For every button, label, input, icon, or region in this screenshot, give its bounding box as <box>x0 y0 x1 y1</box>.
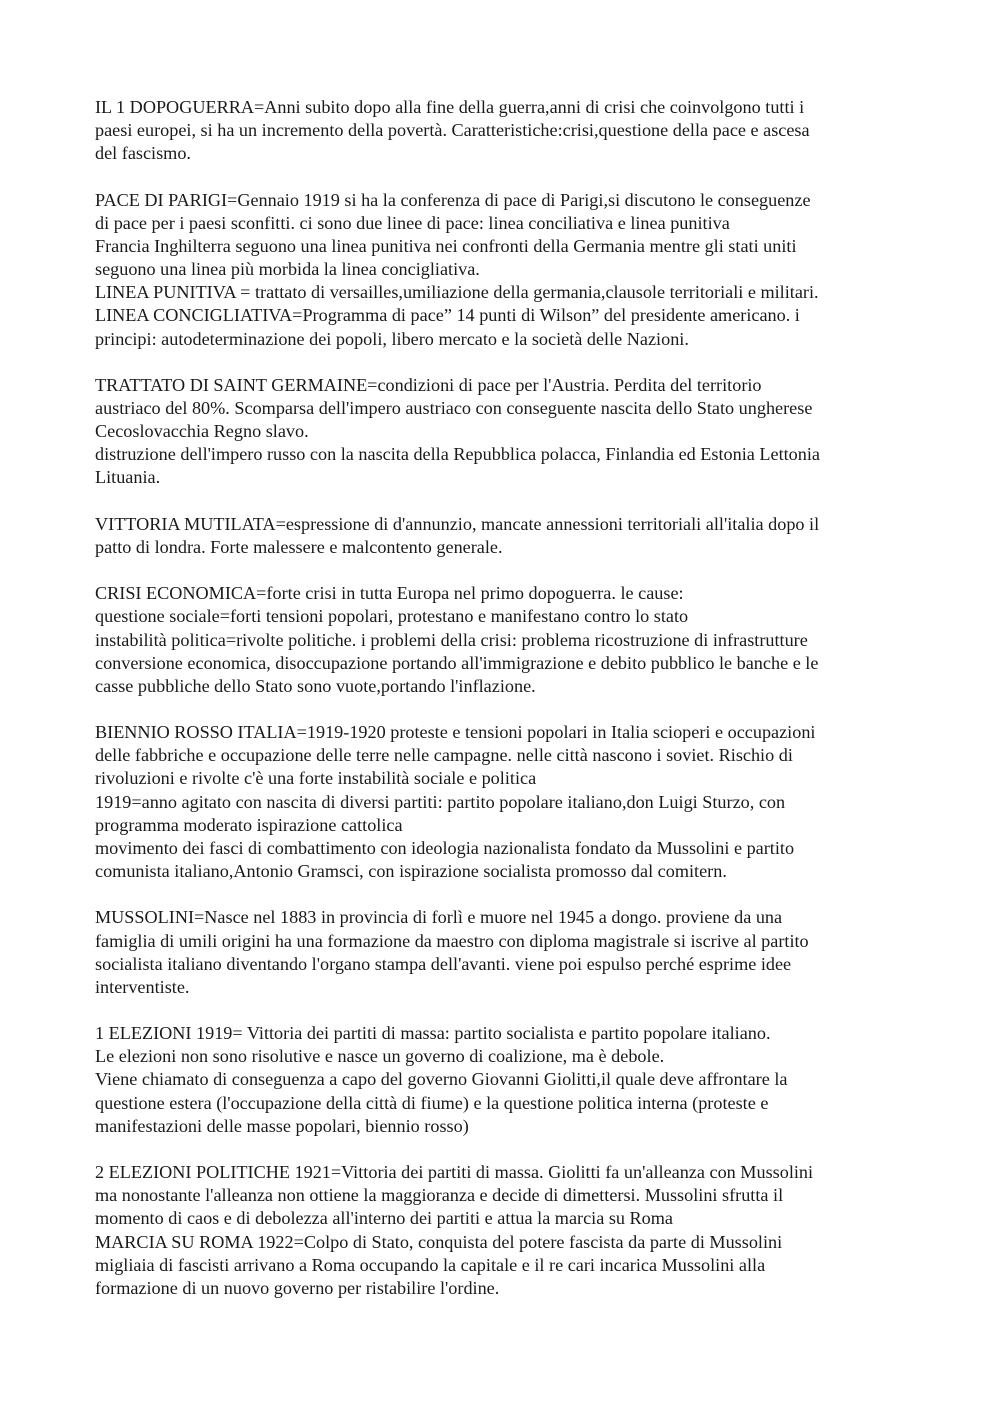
text-line: paesi europei, si ha un incremento della povertà. Caratteristiche:crisi,questione della pace e ascesa <box>95 120 810 141</box>
paragraph <box>95 189 910 351</box>
text-line: 1919=anno agitato con nascita di diversi partiti: partito popolare italiano,don Luigi Sturzo, con <box>95 791 786 812</box>
text-line: programma moderato ispirazione cattolica <box>95 814 403 835</box>
text-line: seguono una linea più morbida la linea concigliativa. <box>95 259 480 280</box>
text-line: famiglia di umili origini ha una formazione da maestro con diploma magistrale si iscrive al partito <box>95 930 809 951</box>
text-line: 1 ELEZIONI 1919= Vittoria dei partiti di massa: partito socialista e partito popolare italiano. <box>95 1023 771 1044</box>
text-line: BIENNIO ROSSO ITALIA=1919-1920 proteste e tensioni popolari in Italia scioperi e occupazioni <box>95 722 816 743</box>
document-page <box>95 96 910 1323</box>
text-line: MUSSOLINI=Nasce nel 1883 in provincia di forlì e muore nel 1945 a dongo. proviene da una <box>95 907 783 928</box>
paragraph <box>95 374 910 490</box>
text-line: comunista italiano,Antonio Gramsci, con ispirazione socialista promosso dal comitern. <box>95 861 727 882</box>
text-line: Lituania. <box>95 467 161 488</box>
text-line: IL 1 DOPOGUERRA=Anni subito dopo alla fine della guerra,anni di crisi che coinvolgono tutti i <box>95 97 805 117</box>
paragraph <box>95 906 910 999</box>
paragraph <box>95 721 910 883</box>
text-line: socialista italiano diventando l'organo stampa dell'avanti. viene poi espulso perché esprime idee <box>95 953 792 974</box>
text-line: manifestazioni delle masse popolari, biennio rosso) <box>95 1115 469 1136</box>
text-line: 2 ELEZIONI POLITICHE 1921=Vittoria dei partiti di massa. Giolitti fa un'alleanza con Mussolini <box>95 1162 814 1183</box>
text-line: principi: autodeterminazione dei popoli, libero mercato e la società delle Nazioni. <box>95 328 689 349</box>
text-line: patto di londra. Forte malessere e malcontento generale. <box>95 536 503 557</box>
text-line: MARCIA SU ROMA 1922=Colpo di Stato, conquista del potere fascista da parte di Mussolini <box>95 1231 783 1252</box>
text-line: migliaia di fascisti arrivano a Roma occupando la capitale e il re cari incarica Mussolini alla <box>95 1254 766 1275</box>
text-line: austriaco del 80%. Scomparsa dell'impero austriaco con conseguente nascita dello Stato ungherese <box>95 398 813 418</box>
text-line: delle fabbriche e occupazione delle terre nelle campagne. nelle città nascono i soviet. Rischio di <box>95 745 793 766</box>
text-line: casse pubbliche dello Stato sono vuote,portando l'inflazione. <box>95 675 536 696</box>
text-line: di pace per i paesi sconfitti. ci sono due linee di pace: linea conciliativa e linea punitiva <box>95 212 730 233</box>
paragraph <box>95 582 910 698</box>
paragraph <box>95 513 910 559</box>
paragraph <box>95 1161 910 1300</box>
paragraph <box>95 96 910 165</box>
text-line: ma nonostante l'alleanza non ottiene la maggioranza e decide di dimettersi. Mussolini sfrutta il <box>95 1185 784 1206</box>
text-line: interventiste. <box>95 976 190 997</box>
text-line: Francia Inghilterra seguono una linea punitiva nei confronti della Germania mentre gli stati uniti <box>95 235 797 256</box>
text-line: Le elezioni non sono risolutive e nasce un governo di coalizione, ma è debole. <box>95 1046 665 1067</box>
text-line: TRATTATO DI SAINT GERMAINE=condizioni di pace per l'Austria. Perdita del territorio <box>95 374 762 395</box>
text-line: conversione economica, disoccupazione portando all'immigrazione e debito pubblico le banche e le <box>95 652 819 673</box>
text-line: questione estera (l'occupazione della città di fiume) e la questione politica interna (proteste e <box>95 1092 769 1113</box>
text-line: Cecoslovacchia Regno slavo. <box>95 421 309 442</box>
text-line: Viene chiamato di conseguenza a capo del governo Giovanni Giolitti,il quale deve affrontare la <box>95 1069 788 1090</box>
text-line: VITTORIA MUTILATA=espressione di d'annunzio, mancate annessioni territoriali all'italia dopo il <box>95 513 820 534</box>
text-line: LINEA PUNITIVA = trattato di versailles,umiliazione della germania,clausole territoriali e militari. <box>95 282 819 303</box>
text-line: rivoluzioni e rivolte c'è una forte instabilità sociale e politica <box>95 768 537 789</box>
text-line: formazione di un nuovo governo per ristabilire l'ordine. <box>95 1277 500 1298</box>
text-line: del fascismo. <box>95 143 191 164</box>
text-line: instabilità politica=rivolte politiche. i problemi della crisi: problema ricostruzione di infrastrutture <box>95 629 808 650</box>
text-line: questione sociale=forti tensioni popolari, protestano e manifestano contro lo stato <box>95 606 689 627</box>
text-line: CRISI ECONOMICA=forte crisi in tutta Europa nel primo dopoguerra. le cause: <box>95 583 684 604</box>
text-line: PACE DI PARIGI=Gennaio 1919 si ha la conferenza di pace di Parigi,si discutono le conseguenze <box>95 189 811 210</box>
text-line: distruzione dell'impero russo con la nascita della Repubblica polacca, Finlandia ed Estonia Lettonia <box>95 444 820 465</box>
text-line: movimento dei fasci di combattimento con ideologia nazionalista fondato da Mussolini e partito <box>95 837 795 858</box>
text-line: momento di caos e di debolezza all'interno dei partiti e attua la marcia su Roma <box>95 1208 673 1229</box>
text-line: LINEA CONCIGLIATIVA=Programma di pace” 14 punti di Wilson” del presidente americano. i <box>95 305 800 326</box>
paragraph <box>95 1022 910 1138</box>
